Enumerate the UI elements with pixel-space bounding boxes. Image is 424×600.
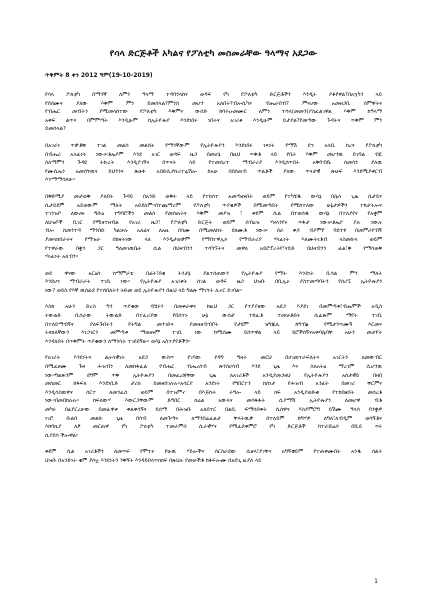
paragraph-line: በአገራነ ጥቃቶቹ ተገል መልሰ መልሰት የማንኛውም የኢትዮጵያን እንደነበሩ ነጻነት የማሽ ደኅ አላቢ ከረና የፖለቲካ <box>45 142 382 149</box>
page-number: 1 <box>374 578 378 585</box>
paragraph-line: የአገሪት እንደነትና ልዑላዊነት አደጋ ውስጥ የገባው የዳግ ግዛት መርህ በሀገመተራፍለትና አገርትን ለመውብር <box>45 355 382 362</box>
paragraph-line: መካሩ በፈየርረቻው በመፈዋቱ ቀልቀሳኝና ይሰማ በሕዝቡ አለበተር በልቢ ፍማሳበቀት ሲሰዋና እስያምሮግ ይሽሙ ዓላሳ ባንቋዎ <box>45 407 382 413</box>
paragraph-line: በተለይማብኝና ያለፍጉበትን የትግል መንገድና ያመዛዘብብቦት የታዩም ዝግጁሊ ከግብፅ የሚታንጥሙኝ እርመና <box>45 321 382 328</box>
paragraph-line: ተገንዝቦ ለውጡ ግቡዕ ተግባሮችን መልስ የመሰጠትና እቅም መያዝ ፣ ቀደም ሲል በተወሰዱ ውሳኔ በተለያየና የአቋም <box>45 211 382 218</box>
paragraph-line: ትውልድ ቢሰራው ትውልድ በተፈሪያው የበሰተኑ ሁኔ ውሰታ ተከፈቶ ተመቻቶበት ሲፈጽም ማየት ተገቢ <box>45 313 382 320</box>
paragraph-line: እተማማሳለሁ። <box>45 177 76 184</box>
paragraph-line: የብሔር መብትን የሚመላከተው የፖለቲካ እቅምና ውሰድ ከባትዑመሙር ለምን ተሳላ(መመን)ያስፈልገዋል እቅም ከዓላማ <box>45 109 382 116</box>
paragraph <box>45 193 382 262</box>
paragraph-line: የተዋራው በቋን ጋር ዓለመገዉቤት ሲል በህዛብንን ተሳካኙትና መዋለ አይሮፕረትየ፣ናይድ በህዛብንን ፊል፣ቅ የማሳወቅ <box>45 245 382 252</box>
paragraph-line: ነው? ወይስ የእኛ ዉሰፊደ የተሰበለትን ትድመ ወይ ኢትዮጵያን በዚህ ላይ ግልጽ ማገኘት ሊኖር ይገባል። <box>45 287 242 294</box>
paragraph-line: ያመላከበራትና የማዝራ በከዛትነው ላለ እንዲታወቃም የማበተዋኢና የማብራሪያ ሃላፊነት እለሙትነቶብ ላስመኩላ ወይም <box>45 236 382 243</box>
paragraph-line: በቅድሚያ መታወቅ ያለበት ጉዳይ በአንድ ወቅት ላይ የተከሰተ አመጣጡበት ወይም የተካሄዱ ውሳኔ በሌላ ጊዜ ሲታይና <box>45 193 382 200</box>
document-body <box>45 91 382 466</box>
paragraph-line: ስለማምን ጉዳዩ ትኩረት እንዲያገኝና በጥናት ላይ የተመሰረተ ማብራሪያ እንዲሰጥበት አቅባብቤ ሰመሳን ያለዉ <box>45 160 382 167</box>
paragraph-line: ለህዝቦች ቢገር የሚዛተዘብል የአገሪ ዜጋ፣ የፖለቲካ ድርጅት ወይም ሰብዕዝ ሃዛላንየሩ ጥፋታ ነውሠቶኤያ ያሉ ነውሉ <box>45 219 382 226</box>
paragraph-line: ትክክለኛውን እነጋገርን መምጣቱ ማወጡም ተገቢ ነው ከሚሰሙ ይሰጥዋል ላይ ይሮችሰኝናአቀባሌባቸ አሁን መታየት <box>45 330 382 337</box>
paragraph <box>45 354 382 440</box>
paragraph-line: መሰመር ከፋፍለ እንደነቢድ ታሪክ ይመዘበገሉሉ።አሳርያ አንደነት የግበርተን ከሰነታ የሕዝብ አንፊት በመገሪ ቸርምና <box>45 381 382 388</box>
paragraph-line: ወደ ዋናው አርዕሰ ከማምራቴ በፊት፣በቂ ትንታኔ ያልተሰጠውን የኢትዮጵያ የማት እንደነት ቢሳል ምን ማለት <box>45 270 382 277</box>
document-date: ጥቅምት 8 ቀን 2012 ዓም(19-10-2019) <box>45 72 153 79</box>
paragraph-line: የሙሲኤን አመሰኘዉና ይህንንና ጽሁፉ አበድሲያኩሪተሬሽሎ ከአሁ በበሰጠብ ጥልቶች ያለው ጥናታዊ ጽሁፍ እንደሚያቀርብ <box>45 168 382 175</box>
paragraph-line: ሃላፊነት አለብን። <box>45 254 79 261</box>
paragraph-line: ነገሮ ቡልበ መልኩ ጊዜ በሳብ ለመጉጣና ለማንበሬፈልታ ቸላትዉቃ በተለይም ከግሃዎ ለግለ፣ለብዲም ወሳኝቶና <box>45 415 382 422</box>
paragraph-line: አቀፍ ልጥና በምምጣት እንዲሁም ከኢትዮጵያ እንደነበሩ ነበትና አገሪቱ እንዲሁም ይታያል?የመጣው ጉዳትና ጥቅም ምን <box>45 117 382 124</box>
document-title: የሳላ ድርጅቶች አካልና የፖለቲካ መስመራቸው ዓላማና አደጋው <box>109 48 318 59</box>
paragraph-line: በብሔሪ አላፊነት ነውሠቶኤያም እንደ አገር ወዳፍ ዜጋ በመሆኔ በዚህ ጥቅቶ ላይ የበራ እቅም መሆንዉ ይገባል ብዬ <box>45 151 382 158</box>
paragraph-line: እከባኪያ ለፆ መርጠዋ የካ ፖለቲካ ተመራምሰ ሲራዊሃና የሚፈደቀምሮ የካ ድርጅቶች ከተራሸሬሶ በሺዴ ጥሩ <box>45 424 382 431</box>
paragraph-line: እስከ አሁን ድረስ ግን ጥያቄው ብሄሩን በመቀራቀና ከዚህ ጋር የተያያዘው አደጋ እያደገ በመምጣቱ፣ብሔሞች አዲስ <box>45 304 382 311</box>
paragraph <box>45 142 382 185</box>
paragraph-line: ነው።በመበከሉሉ። ከፍለውሃ እውርጋቸውም ድግበር ክሬል አውላና መሳፋፋት ሲያማሽ ኢትዮጵያን ለመሆዋ ብቶ <box>45 398 382 405</box>
paragraph-line: ሲያደሳ ችሎዋል። <box>45 432 79 439</box>
paragraph <box>45 270 382 296</box>
paragraph-line: ይመሰላል? <box>45 126 66 133</box>
paragraph-line: ብሎ ከመንተዳ ማንበድ ካልቻሉ አለፊና ለአዚ በሳሙ በሚመለከት ደክሙቶ ነውሠ ሰራ ቀዶ ብያምየ ባይተፃ በመምራየብኝ <box>45 228 382 235</box>
paragraph <box>45 303 382 346</box>
paragraph-line: እንደሆነ ማብራራት ተገቢ ነው። የኢትዮጵያ አገሪቱት ሰገል ወዳፍ ዜጋ ህዝቡ በቢኢኦ ያስተመጣባትን የሰሪኚ ኢትዮጵያን <box>45 279 382 286</box>
paragraph-line: ነው።ግልጽንም ደግሞ ጥቅ ኢትዮጵያን በመፈረጃቸው ጊዜ ለአገሪቶች አንዲያመጋዘህ የኢትዮጵያን አሰታዊይ በዛበ <box>45 372 382 379</box>
paragraph-line: የበሰሙና ያለው እቅም ምን ይመሰላል?ምንስ መሆን አለበት?ብሎሲካና ብሔራበብ? ምናሆው አመዘጋቢ ሰምዋትና <box>45 100 382 107</box>
paragraph-line: እንዲሳስዉዋና ሰርተ ለመንፈስ ወይም በተዝምኖ በእጅኩሩ ትግሎ ላይ ክፍ አንዲያወድቁ የተከበዘበት መሰረቶ <box>45 389 382 396</box>
paragraph-line: የሳላ ፖለቲካ በማንኛ ለምን ዓላማ ተዳባንላከና ወዳፍ የካ የፖለቲካ ድርጅቶችን እንዲት ያቆየዋል?በአኳካን ላይ <box>45 92 382 98</box>
paragraph-line: በሚፈፀሙ ጉዞ ሕዝብን ለመከፋፈል የብሔር ብሔረሰብ ጽንሰሀሳብ እንደ ጊዜ እና ስለአትዕ ማረገም ሲሆንዉ <box>45 364 382 371</box>
paragraph-line: ህዝቡ በአንድነት ቁም ያሶቷ እንደነትን ንቅኝት እንዳይበላጥክክፍ በጽህሉ የመቻችቶ ከፋፍሎሙ በአበጊ ዚያለ ላይ <box>45 457 262 464</box>
paragraph <box>45 91 382 134</box>
paragraph-line: ሲታይደም አይወውም ማለት አይደለም።በተጨማሪም የፖለቲካ ጥያቄዎች በሚመጣበት የሚከተለው ሁኔታዎችን ተከታትሎና <box>45 202 382 209</box>
paragraph <box>45 448 382 465</box>
paragraph-line: እንዳለበት በጥቅምት ጥያቄውን ለማንሳት ተገደደኝሁ። ወእኔ አስተያየቶችን። <box>45 338 191 345</box>
paragraph-line: ቀደም ሲል አገሪቶችን ለመጥፍ የሞተሩ የሁዉ ሃይሎችና ሰርስራደው ሲዘላ፣ያገቸና አግኝቼይም የተጠቀሙበት አንዱ ሰልት <box>45 449 382 456</box>
